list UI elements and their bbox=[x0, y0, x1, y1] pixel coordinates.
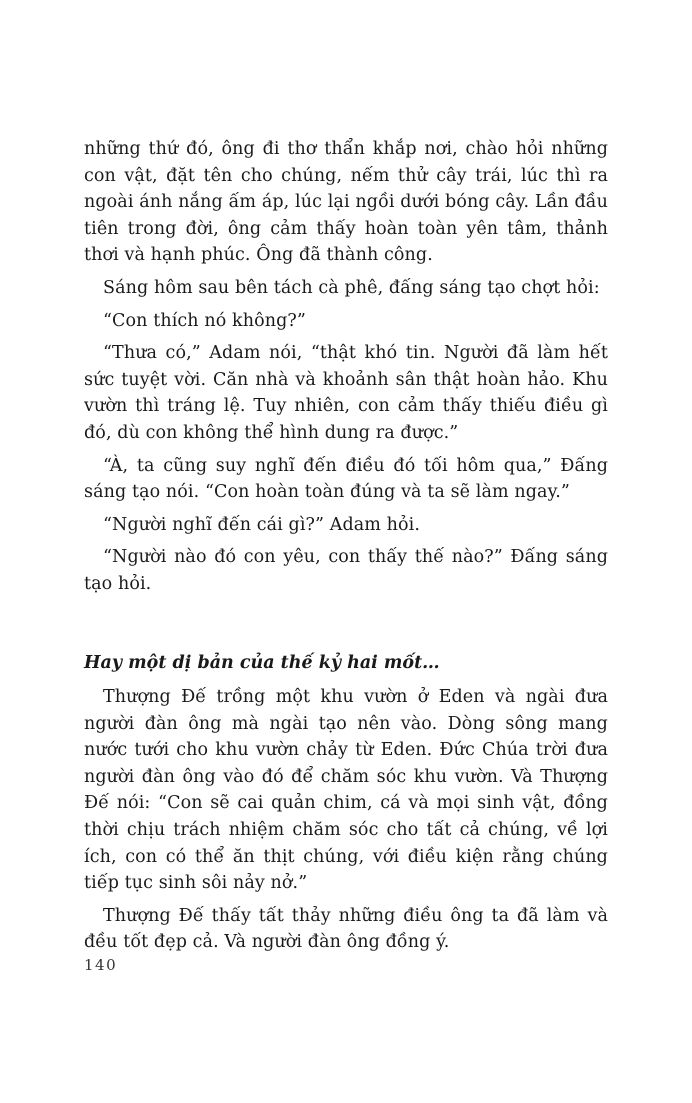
paragraph: “À, ta cũng suy nghĩ đến điều đó tối hôm qua,” Đấng sáng tạo nói. “Con hoàn toàn đúng và ta sẽ làm ngay.” bbox=[84, 455, 608, 503]
paragraph: “Thưa có,” Adam nói, “thật khó tin. Người đã làm hết sức tuyệt vời. Căn nhà và khoảnh sân thật hoàn hảo. Khu vườn thì tráng lệ. Tuy nhiên, con cảm thấy thiếu điều gì đó, dù con không thể hình dung ra được.” bbox=[84, 343, 608, 443]
paragraph: “Con thích nó không?” bbox=[103, 310, 306, 331]
paragraph: Thượng Đế thấy tất thảy những điều ông ta đã làm và đều tốt đẹp cả. Và người đàn ông đồng ý. bbox=[84, 905, 608, 953]
page-number: 140 bbox=[84, 956, 118, 974]
paragraph: Sáng hôm sau bên tách cà phê, đấng sáng tạo chợt hỏi: bbox=[103, 277, 600, 298]
page-body bbox=[84, 136, 608, 956]
paragraph-continuation: những thứ đó, ông đi thơ thẩn khắp nơi, chào hỏi những con vật, đặt tên cho chúng, nếm thử cây trái, lúc thì ra ngoài ánh nắng ấm áp, lúc lại ngồi dưới bóng cây. Lần đầu tiên trong đời, ông cảm thấy hoàn toàn yên tâm, thảnh thơi và hạnh phúc. Ông đã thành công. bbox=[84, 139, 608, 266]
paragraph: “Người nào đó con yêu, con thấy thế nào?” Đấng sáng tạo hỏi. bbox=[84, 547, 608, 594]
paragraph: “Người nghĩ đến cái gì?” Adam hỏi. bbox=[103, 514, 421, 535]
section-heading: Hay một dị bản của thế kỷ hai mốt… bbox=[84, 652, 440, 673]
paragraph: Thượng Đế trồng một khu vườn ở Eden và ngài đưa người đàn ông mà ngài tạo nên vào. Dòng sông mang nước tưới cho khu vườn chảy từ Eden. Đức Chúa trời đưa người đàn ông vào đó để chăm sóc khu vườn. Và Thượng Đế nói: “Con sẽ cai quản chim, cá và mọi sinh vật, đồng thời chịu trách nhiệm chăm sóc cho tất cả chúng, về lợi ích, con có thể ăn thịt chúng, với điều kiện rằng chúng tiếp tục sinh sôi nảy nở.” bbox=[84, 687, 608, 894]
